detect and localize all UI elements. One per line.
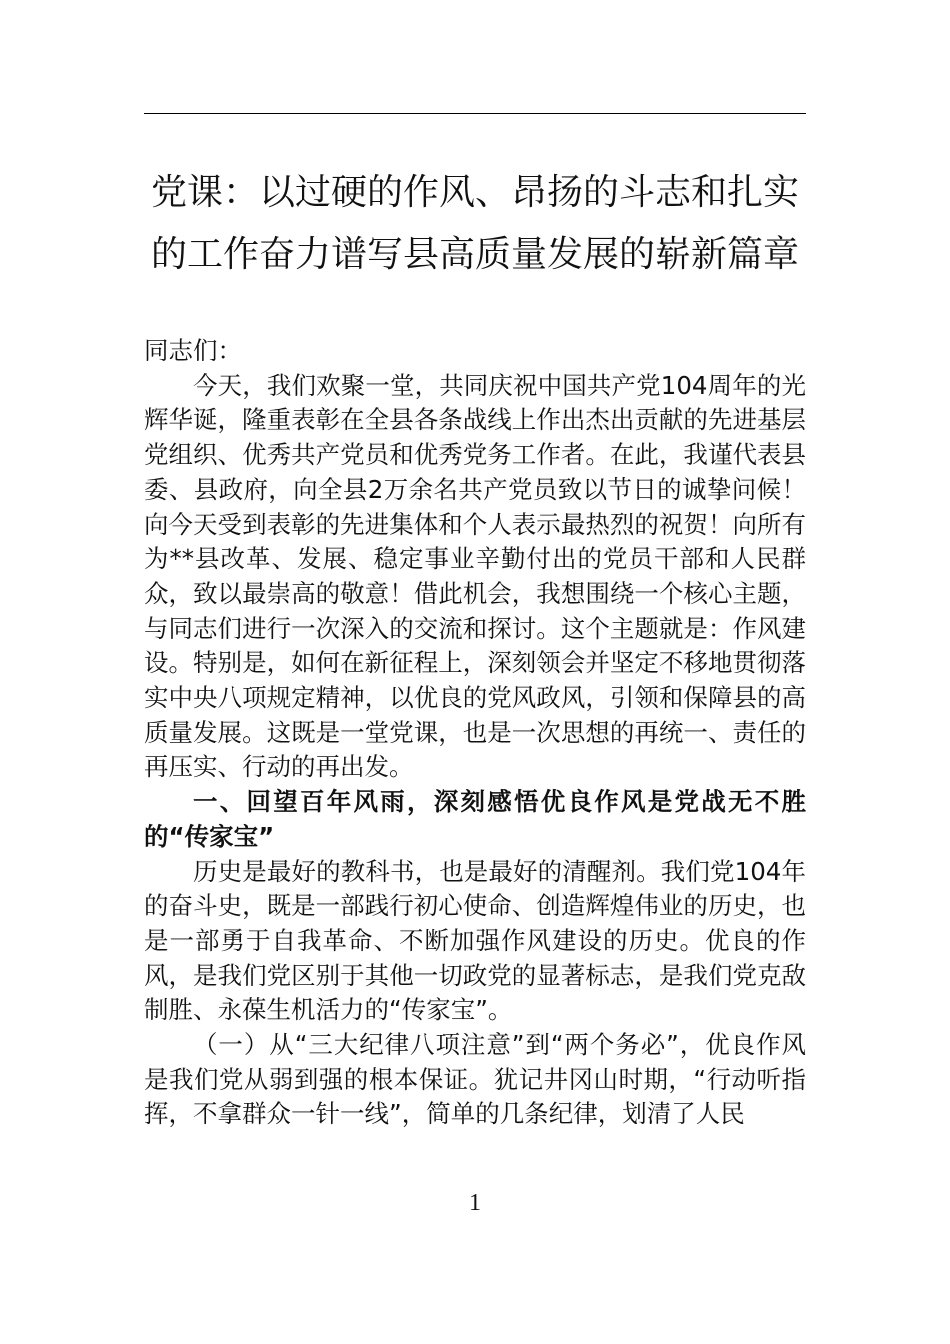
title-line-1: 党课：以过硬的作风、昂扬的斗志和扎实	[150, 172, 799, 213]
paragraph-opening: 今天，我们欢聚一堂，共同庆祝中国共产党104周年的光辉华诞，隆重表彰在全县各条战线上作出杰出贡献的先进基层党组织、优秀共产党员和优秀党务工作者。在此，我谨代表县委、县政府，向全县2万余名共产党员致以节日的诚挚问候！向今天受到表彰的先进集体和个人表示最热烈的祝贺！向所有为**县改革、发展、稳定事业辛勤付出的党员干部和人民群众，致以最崇高的敬意！借此机会，我想围绕一个核心主题，与同志们进行一次深入的交流和探讨。这个主题就是：作风建设。特别是，如何在新征程上，深刻领会并坚定不移地贯彻落实中央八项规定精神，以优良的党风政风，引领和保障县的高质量发展。这既是一堂党课，也是一次思想的再统一、责任的再压实、行动的再出发。	[144, 370, 806, 782]
page-number: 1	[469, 1190, 481, 1216]
header-rule	[144, 113, 806, 114]
paragraph-history: 历史是最好的教科书，也是最好的清醒剂。我们党104年的奋斗史，既是一部践行初心使命、创造辉煌伟业的历史，也是一部勇于自我革命、不断加强作风建设的历史。优良的作风，是我们党区别于其他一切政党的显著标志，是我们党克敌制胜、永葆生机活力的“传家宝”。	[144, 856, 806, 1025]
title-line-2: 的工作奋力谱写县高质量发展的崭新篇章	[150, 234, 799, 275]
document-body	[144, 334, 806, 1132]
salutation: 同志们：	[144, 336, 242, 365]
section-heading-1: 一、回望百年风雨，深刻感悟优良作风是党战无不胜的“传家宝”	[144, 787, 806, 851]
document-title	[144, 162, 806, 286]
paragraph-subsection-1: （一）从“三大纪律八项注意”到“两个务必”，优良作风是我们党从弱到强的根本保证。犹记井冈山时期，“行动听指挥，不拿群众一针一线”，简单的几条纪律，划清了人民	[144, 1030, 806, 1129]
